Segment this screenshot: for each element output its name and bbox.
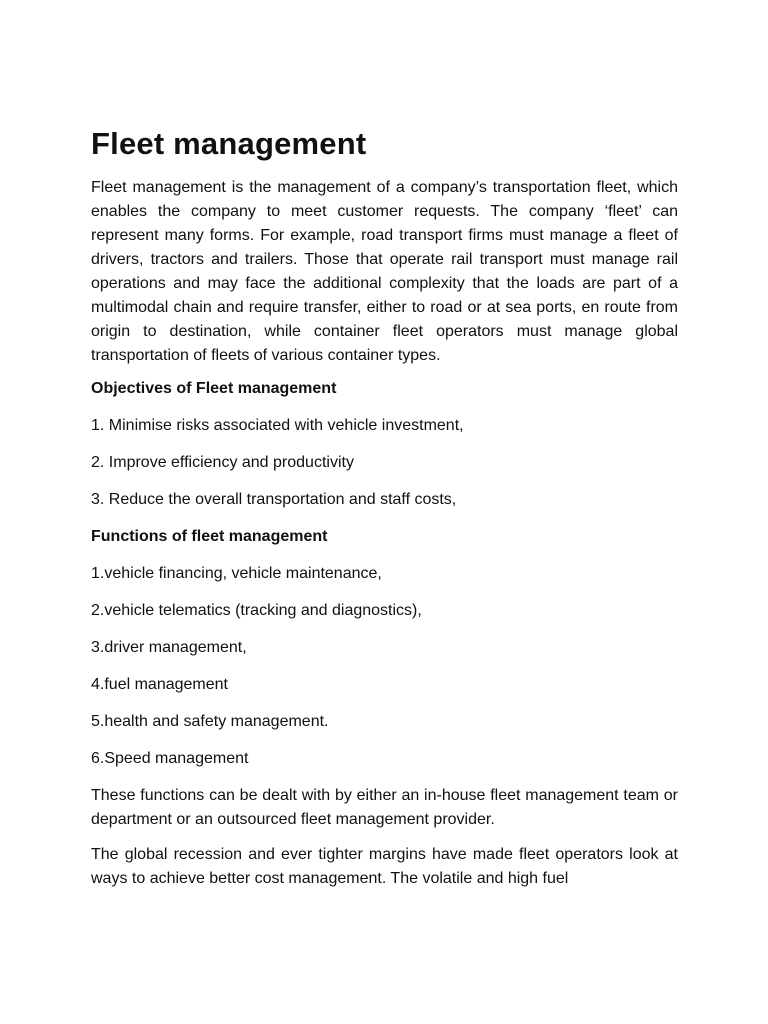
functions-list [91,562,678,771]
document-content [91,124,678,902]
objectives-list [91,414,678,512]
function-item: 5.health and safety management. [91,713,329,730]
page-title: Fleet management [91,126,367,161]
objectives-heading: Objectives of Fleet management [91,380,337,397]
function-item: 3.driver management, [91,639,247,656]
function-item: 2.vehicle telematics (tracking and diagnostics), [91,602,422,619]
function-item: 1.vehicle financing, vehicle maintenance, [91,565,382,582]
function-item: 4.fuel management [91,676,228,693]
function-item: 6.Speed management [91,750,249,767]
body-paragraph: These functions can be dealt with by either an in-house fleet management team or department or an outsourced fleet management provider. [91,787,678,828]
functions-heading: Functions of fleet management [91,528,328,545]
objective-item: 2. Improve efficiency and productivity [91,454,354,471]
objective-item: 1. Minimise risks associated with vehicle investment, [91,417,464,434]
intro-paragraph: Fleet management is the management of a company’s transportation fleet, which enables the company to meet customer requests. The company ‘fleet’ can represent many forms. For example, road transport firms must manage a fleet of drivers, tractors and trailers. Those that operate rail transport must manage rail operations and may face the additional complexity that the loads are part of a multimodal chain and require transfer, either to road or at sea ports, en route from origin to destination, while container fleet operators must manage global transportation of fleets of various container types. [91,179,678,364]
objective-item: 3. Reduce the overall transportation and staff costs, [91,491,457,508]
body-paragraph: The global recession and ever tighter margins have made fleet operators look at ways to achieve better cost management. The volatile and high fuel [91,846,678,887]
